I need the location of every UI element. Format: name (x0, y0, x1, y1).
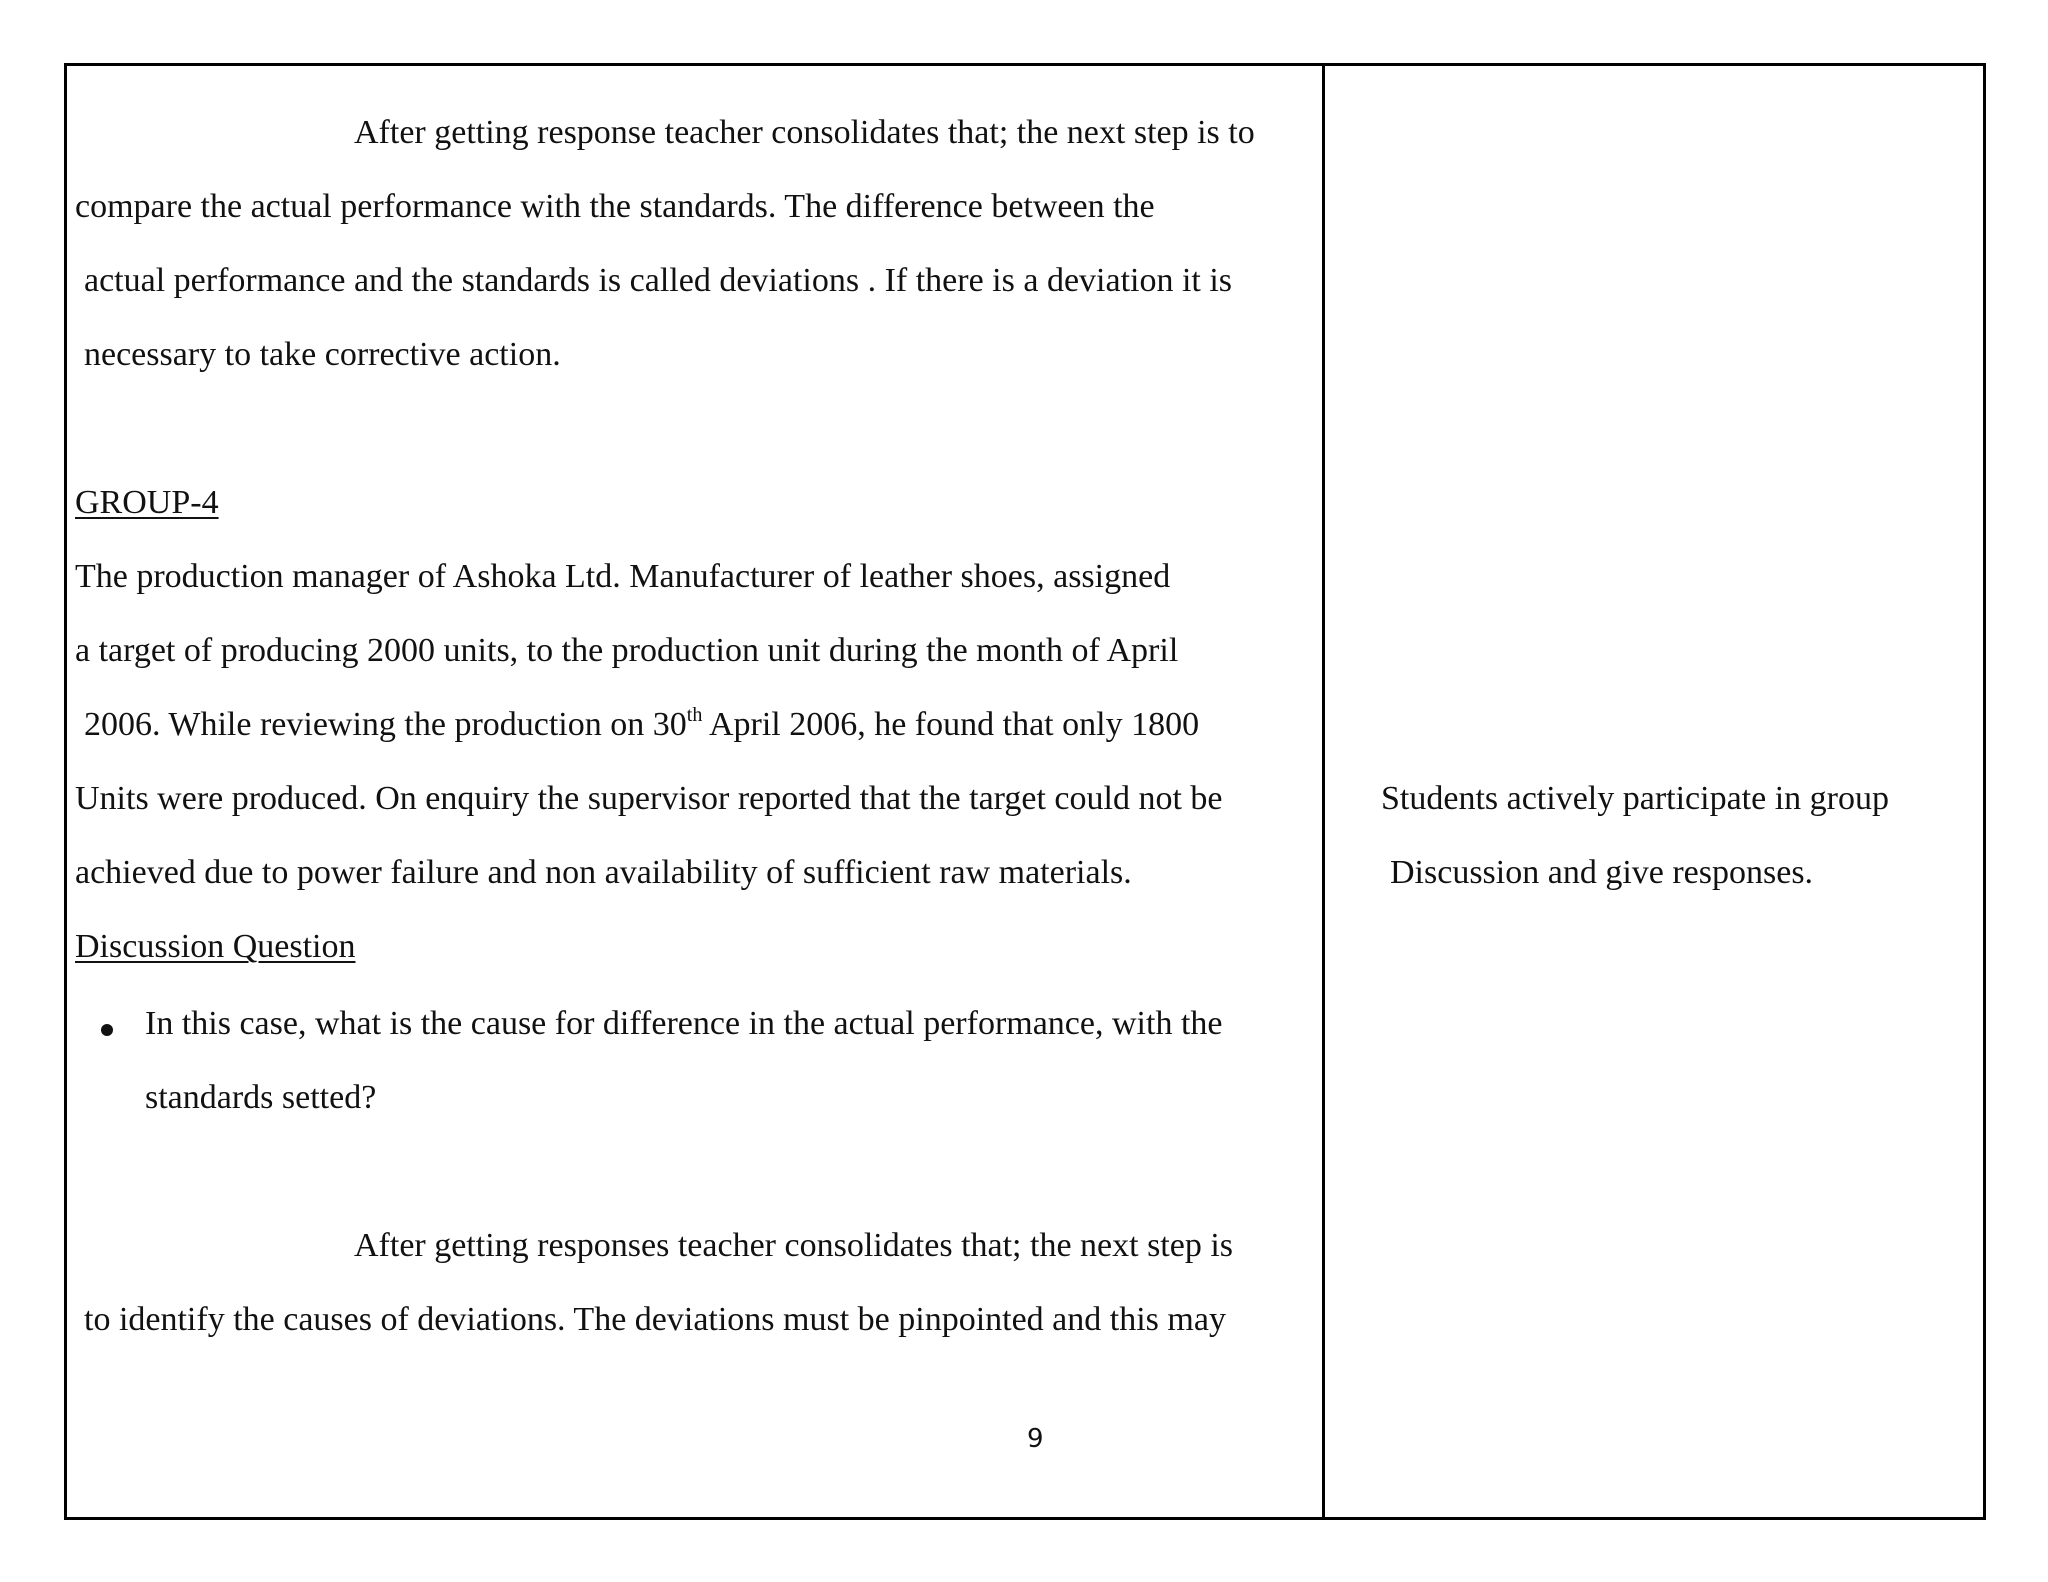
case-line5: achieved due to power failure and non availability of sufficient raw materials. (75, 854, 1132, 891)
question-line2: standards setted? (145, 1079, 377, 1116)
case-line1: The production manager of Ashoka Ltd. Manufacturer of leather shoes, assigned (75, 558, 1171, 595)
response-line2: Discussion and give responses. (1390, 854, 1814, 891)
question-line1: In this case, what is the cause for difference in the actual performance, with the (145, 1005, 1223, 1042)
group-heading: GROUP-4 (75, 484, 219, 521)
para1-line3: actual performance and the standards is called deviations . If there is a deviation it is (84, 262, 1233, 299)
case-line3 (84, 705, 1199, 745)
para1-line4: necessary to take corrective action. (84, 336, 561, 373)
bullet-icon (101, 1024, 113, 1036)
case-line2: a target of producing 2000 units, to the production unit during the month of April (75, 632, 1179, 669)
discussion-heading: Discussion Question (75, 928, 356, 965)
para1-line1: After getting response teacher consolidates that; the next step is to (354, 114, 1255, 151)
para2-line1: After getting responses teacher consolidates that; the next step is (354, 1227, 1234, 1264)
column-divider (1322, 63, 1325, 1520)
para2-line2: to identify the causes of deviations. The deviations must be pinpointed and this may (84, 1301, 1226, 1338)
page-number: 9 (1027, 1424, 1044, 1454)
para1-line2: compare the actual performance with the standards. The difference between the (75, 188, 1155, 225)
case-line4: Units were produced. On enquiry the supervisor reported that the target could not be (75, 780, 1223, 817)
case-line3-part1: 2006. While reviewing the production on 30 (84, 706, 687, 743)
case-line3-part2: April 2006, he found that only 1800 (702, 706, 1200, 743)
response-line1: Students actively participate in group (1381, 780, 1889, 817)
ordinal-suffix: th (686, 703, 703, 726)
